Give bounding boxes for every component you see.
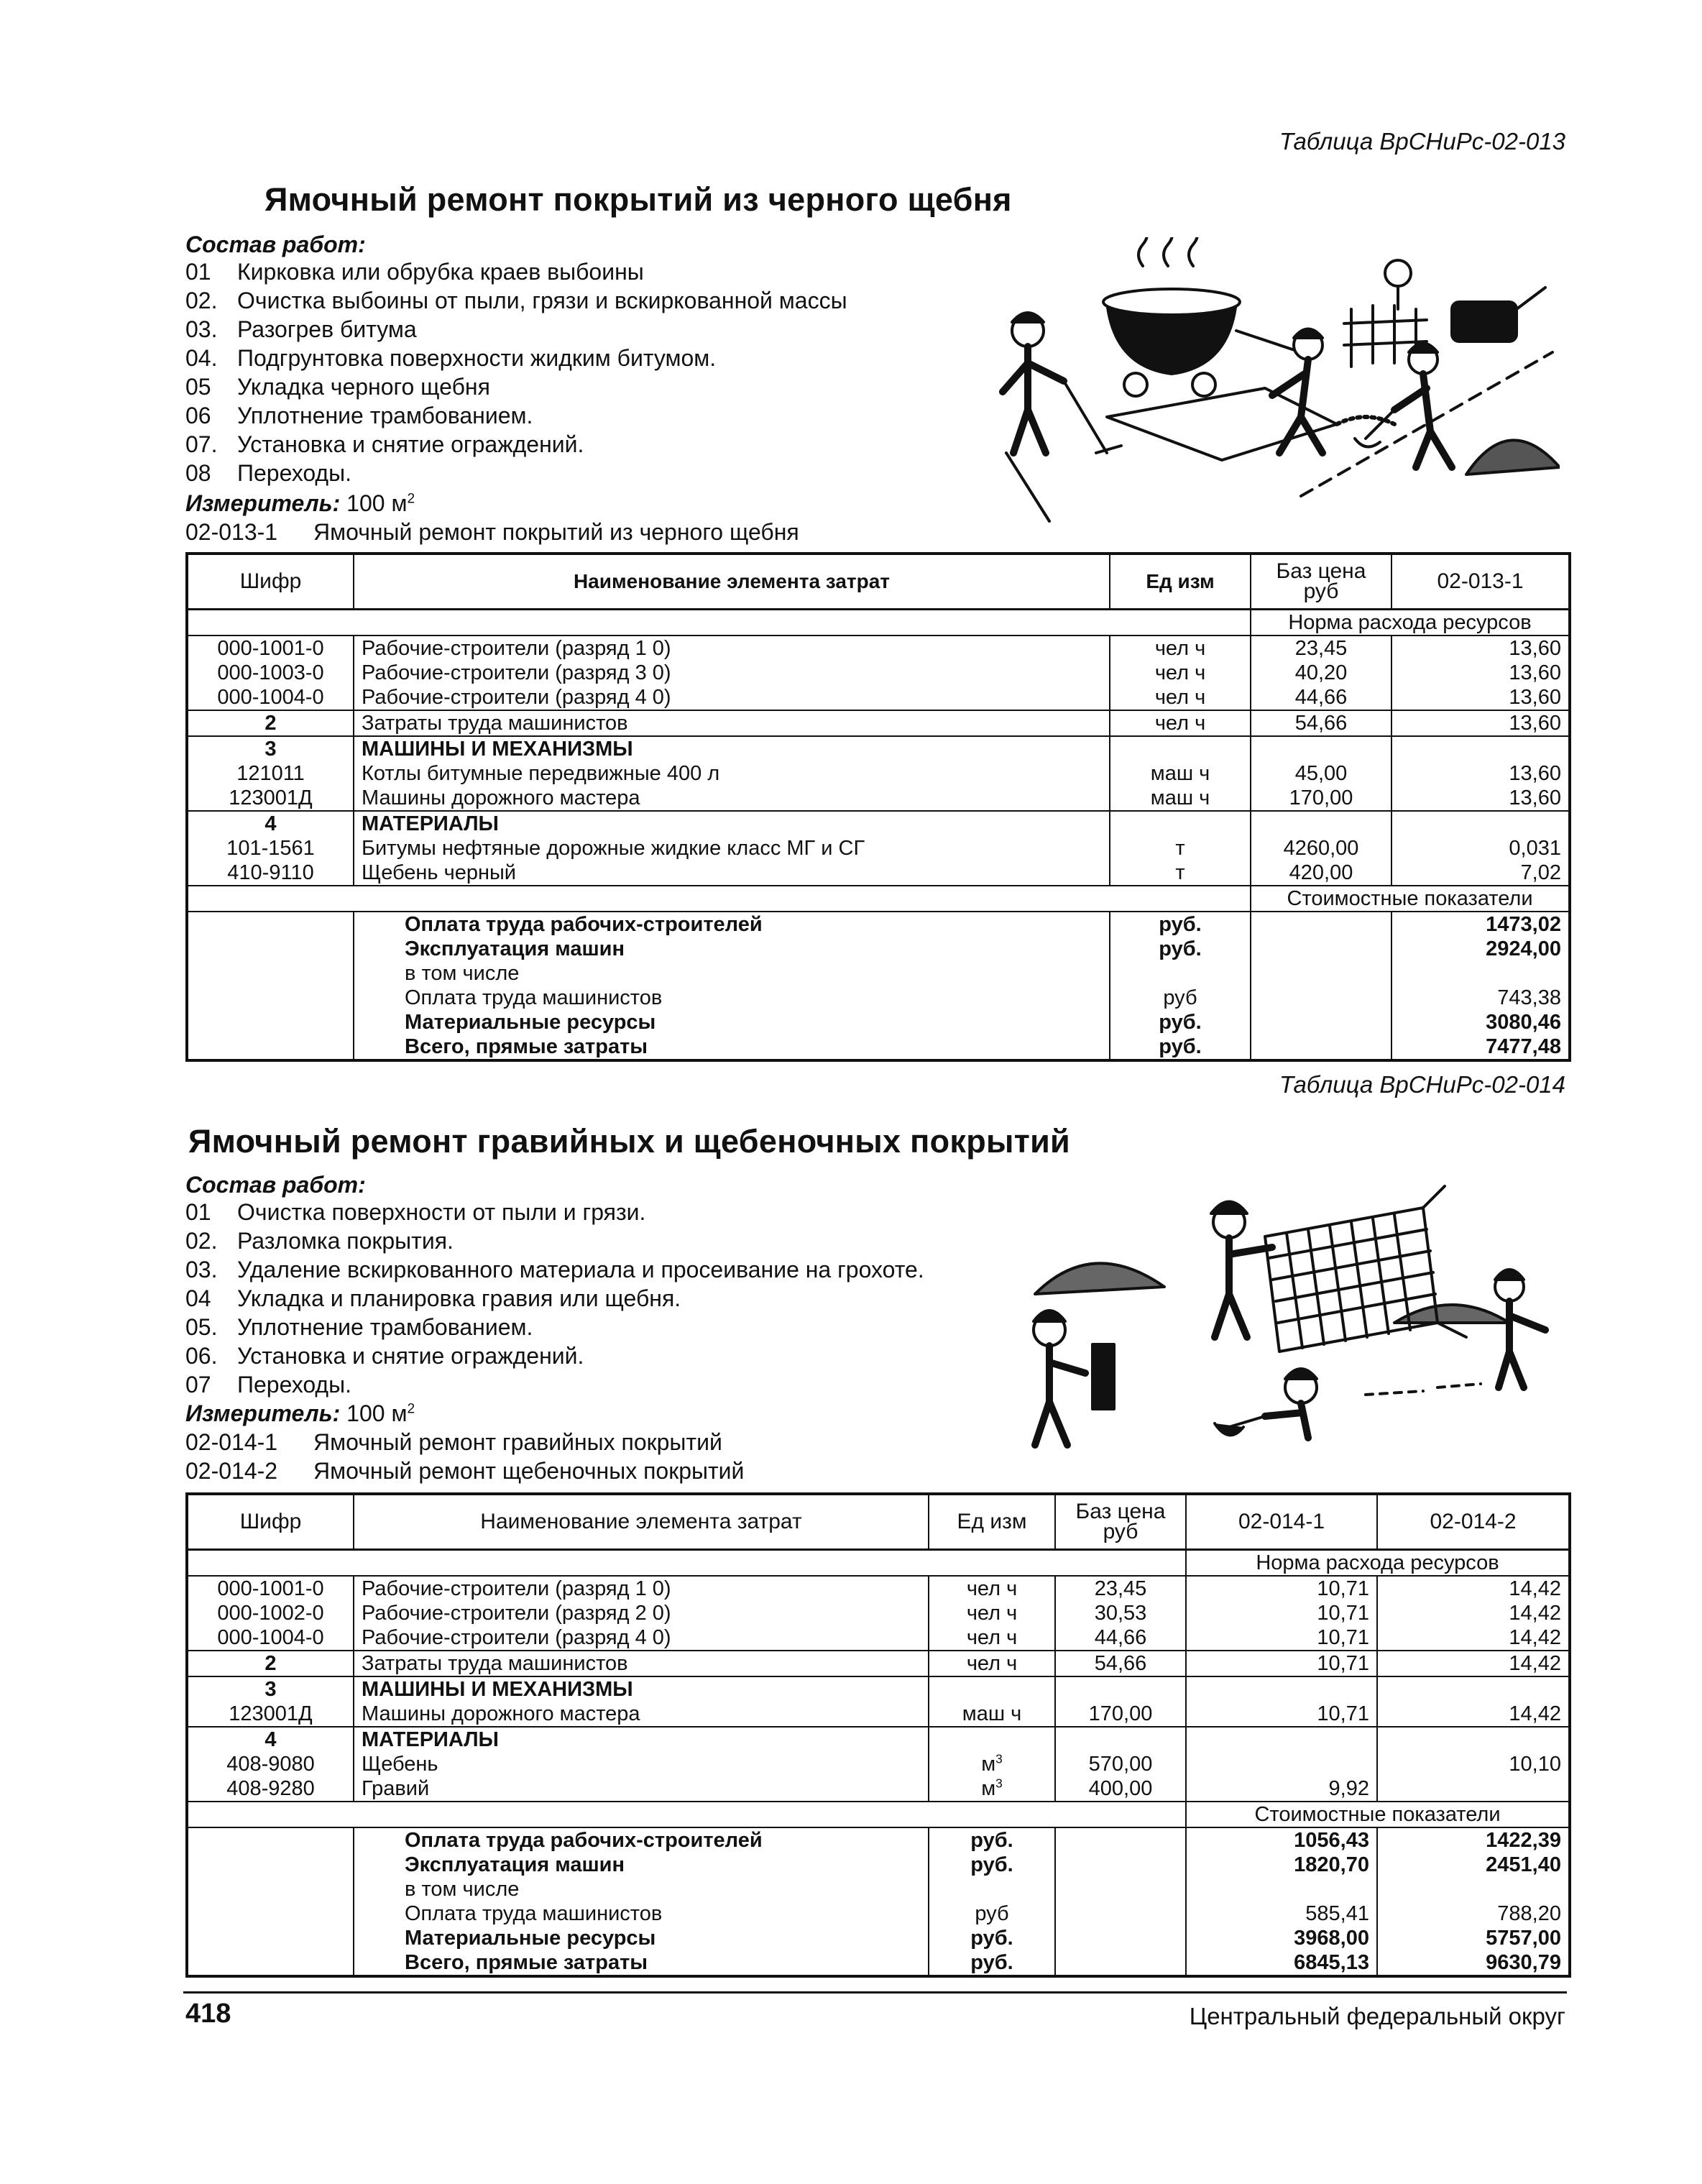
work-step: 02. Очистка выбоины от пыли, грязи и вскиркованной массы	[185, 288, 847, 313]
col-header-norm: 02-013-1	[1392, 554, 1570, 610]
table-row: 101-1561 Битумы нефтяные дорожные жидкие класс МГ и СГ т 4260,00 0,031	[187, 836, 1570, 861]
group-label: МАТЕРИАЛЫ	[354, 1727, 929, 1752]
region-label: Центральный федеральный округ	[1189, 2003, 1565, 2029]
col-header-price: Баз цена руб	[1251, 554, 1392, 610]
work-step: 03. Разогрев битума	[185, 316, 417, 342]
col-header-unit: Ед изм	[1110, 554, 1251, 610]
table-header-row	[187, 554, 1570, 610]
work-step: 06. Установка и снятие ограждений.	[185, 1343, 584, 1369]
work-step: 06 Уплотнение трамбованием.	[185, 403, 533, 428]
work-step: 03. Удаление вскиркованного материала и просеивание на грохоте.	[185, 1257, 924, 1283]
summary-row: в том числе	[187, 1877, 1570, 1901]
table-caption: 02-014-1 Ямочный ремонт гравийных покрытий	[185, 1429, 722, 1455]
meter: Измеритель: 100 $м^2$	[185, 1400, 415, 1426]
work-step: 08 Переходы.	[185, 460, 351, 486]
cost-table-02-014	[185, 1492, 1571, 1978]
group-label: МАШИНЫ И МЕХАНИЗМЫ	[354, 736, 1110, 761]
work-step: 04 Укладка и планировка гравия или щебня.	[185, 1285, 681, 1311]
work-step: 07. Установка и снятие ограждений.	[185, 431, 584, 457]
table-row: 000-1002-0 Рабочие-строители (разряд 2 0) чел ч 30,53 10,71 14,42	[187, 1601, 1570, 1625]
group-label: МАТЕРИАЛЫ	[354, 811, 1110, 836]
summary-row: Материальные ресурсы руб. 3080,46	[187, 1010, 1570, 1034]
table-reference: Таблица ВрСНиРс-02-014	[1279, 1071, 1565, 1098]
cost-section-label: Стоимостные показатели	[1251, 886, 1570, 912]
work-step: 01 Очистка поверхности от пыли и грязи.	[185, 1199, 646, 1225]
cost-section-row	[187, 886, 1570, 912]
col-header-name: Наименование элемента затрат	[354, 1494, 929, 1550]
summary-row-total: Всего, прямые затраты руб. 7477,48	[187, 1034, 1570, 1060]
work-steps-list	[185, 1198, 924, 1399]
work-step: 07 Переходы.	[185, 1372, 351, 1398]
col-header-code: Шифр	[187, 1494, 354, 1550]
meter: Измеритель: 100 $м^2$	[185, 490, 415, 516]
summary-row: Оплата труда рабочих-строителей руб. 1473,02	[187, 912, 1570, 937]
table-row: 000-1004-0 Рабочие-строители (разряд 4 0) чел ч 44,66 10,71 14,42	[187, 1625, 1570, 1651]
col-header-norm-2: 02-014-2	[1377, 1494, 1570, 1550]
table-row: 2 Затраты труда машинистов чел ч 54,66 13,60	[187, 710, 1570, 736]
table-row: 2 Затраты труда машинистов чел ч 54,66 10,71 14,42	[187, 1651, 1570, 1676]
table-row: 000-1001-0 Рабочие-строители (разряд 1 0) чел ч 23,45 10,71 14,42	[187, 1576, 1570, 1601]
table-row: 408-9080 Щебень $м^3$ 570,00 10,10	[187, 1752, 1570, 1776]
section-title: Ямочный ремонт гравийных и щебеночных покрытий	[188, 1123, 1070, 1160]
cost-section-label: Стоимостные показатели	[1186, 1802, 1570, 1827]
table-reference: Таблица ВрСНиРс-02-013	[1279, 128, 1565, 155]
norm-section-label: Норма расхода ресурсов	[1251, 610, 1570, 636]
table-row: 000-1003-0 Рабочие-строители (разряд 3 0) чел ч 40,20 13,60	[187, 661, 1570, 685]
col-header-name: Наименование элемента затрат	[354, 554, 1110, 610]
footer-rule	[183, 1991, 1567, 1993]
table-row: 121011 Котлы битумные передвижные 400 л маш ч 45,00 13,60	[187, 761, 1570, 786]
table-caption: 02-014-2 Ямочный ремонт щебеночных покрытий	[185, 1458, 745, 1484]
table-caption: 02-013-1 Ямочный ремонт покрытий из черного щебня	[185, 519, 799, 545]
summary-row: Материальные ресурсы руб. 3968,00 5757,00	[187, 1926, 1570, 1950]
summary-row: Оплата труда рабочих-строителей руб. 1056,43 1422,39	[187, 1827, 1570, 1853]
table-row: 123001Д Машины дорожного мастера маш ч 170,00 13,60	[187, 786, 1570, 811]
table-group-row: 4 МАТЕРИАЛЫ	[187, 811, 1570, 836]
table-row: 123001Д Машины дорожного мастера маш ч 170,00 10,71 14,42	[187, 1702, 1570, 1727]
work-step: 04. Подгрунтовка поверхности жидким битумом.	[185, 345, 717, 371]
gravel-sieving-illustration	[992, 1179, 1567, 1452]
work-step: 02. Разломка покрытия.	[185, 1228, 454, 1254]
col-header-norm-1: 02-014-1	[1186, 1494, 1377, 1550]
page-number: 418	[185, 1999, 231, 2029]
table-group-row: 3 МАШИНЫ И МЕХАНИЗМЫ	[187, 1676, 1570, 1702]
norm-section-row	[187, 1550, 1570, 1577]
table-header-row	[187, 1494, 1570, 1550]
norm-section-label: Норма расхода ресурсов	[1186, 1550, 1570, 1577]
table-row: 408-9280 Гравий $м^3$ 400,00 9,92	[187, 1776, 1570, 1802]
table-row: 000-1004-0 Рабочие-строители (разряд 4 0) чел ч 44,66 13,60	[187, 685, 1570, 710]
summary-row: Эксплуатация машин руб. 2924,00	[187, 937, 1570, 961]
composition-label: Состав работ:	[185, 1172, 366, 1198]
col-header-code: Шифр	[187, 554, 354, 610]
road-repair-illustration	[963, 237, 1560, 525]
cost-section-row	[187, 1802, 1570, 1827]
cost-table-02-013	[185, 552, 1571, 1062]
summary-row: Оплата труда машинистов руб 585,41 788,20	[187, 1901, 1570, 1926]
group-label: МАШИНЫ И МЕХАНИЗМЫ	[354, 1676, 929, 1702]
table-row: 000-1001-0 Рабочие-строители (разряд 1 0) чел ч 23,45 13,60	[187, 636, 1570, 661]
norm-section-row	[187, 610, 1570, 636]
table-group-row: 3 МАШИНЫ И МЕХАНИЗМЫ	[187, 736, 1570, 761]
summary-row-total: Всего, прямые затраты руб. 6845,13 9630,79	[187, 1950, 1570, 1976]
summary-row: в том числе	[187, 961, 1570, 986]
col-header-unit: Ед изм	[929, 1494, 1055, 1550]
summary-row: Оплата труда машинистов руб 743,38	[187, 986, 1570, 1010]
composition-label: Состав работ:	[185, 231, 366, 257]
col-header-price: Баз цена руб	[1055, 1494, 1186, 1550]
table-group-row: 4 МАТЕРИАЛЫ	[187, 1727, 1570, 1752]
work-step: 05 Укладка черного щебня	[185, 374, 490, 400]
work-steps-list	[185, 257, 847, 487]
section-title: Ямочный ремонт покрытий из черного щебня	[264, 181, 1012, 218]
work-step: 05. Уплотнение трамбованием.	[185, 1314, 533, 1340]
table-row: 410-9110 Щебень черный т 420,00 7,02	[187, 861, 1570, 886]
summary-row: Эксплуатация машин руб. 1820,70 2451,40	[187, 1853, 1570, 1877]
work-step: 01 Кирковка или обрубка краев выбоины	[185, 259, 644, 285]
